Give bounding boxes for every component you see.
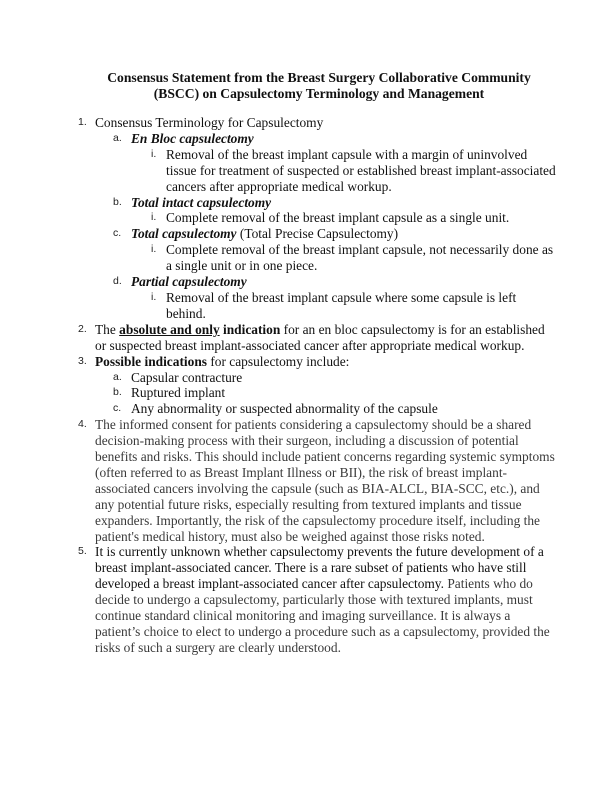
- term-alias: (Total Precise Capsulectomy): [236, 226, 399, 242]
- list-marker: b.: [113, 386, 122, 399]
- list-marker: 5.: [78, 545, 87, 558]
- item-text: The informed consent for patients considering a capsulectomy should be a shared decision-making process with their surgeon, including a discussion of potential benefits and risks. This should include patient concerns regarding systemic symptoms (often referred to as Breast Implant Illness or BII), the risk of breast implant-associated cancers involving the capsule (such as BIA-ALCL, BIA-SCC, etc.), and any potential future risks, especially resulting from textured implants and tissue expanders. Importantly, the risk of the capsulectomy procedure itself, including the patient's medical history, must also be weighed against those risks noted.: [95, 417, 555, 544]
- emphasis-bold: indication: [219, 321, 281, 337]
- document-body: [0, 115, 612, 656]
- sub-item-3b: [0, 385, 612, 401]
- definition-text: Complete removal of the breast implant capsule as a single unit.: [166, 210, 510, 226]
- list-marker: i.: [151, 243, 157, 256]
- definition-1b: [0, 210, 612, 226]
- definition-text: Removal of the breast implant capsule where some capsule is left behind.: [166, 289, 517, 321]
- list-marker: d.: [113, 275, 122, 288]
- item-text: Consensus Terminology for Capsulectomy: [95, 115, 324, 130]
- item-text-dark: It is currently unknown whether capsulectomy prevents the future development of a breast implant-associated cancer. There is a rare subset of patients who have still developed a breast implant-associated cancer after capsulectomy.: [95, 544, 544, 592]
- list-marker: i.: [151, 290, 157, 303]
- sub-item-text: Ruptured implant: [131, 385, 226, 401]
- term-total-intact: Total intact capsulectomy: [131, 194, 272, 210]
- emphasis-underlined: absolute and only: [119, 321, 220, 337]
- sub-item-3c: [0, 401, 612, 417]
- item-text-pre: The: [95, 321, 120, 337]
- term-en-bloc: En Bloc capsulectomy: [131, 130, 254, 146]
- sub-item-1c: [0, 226, 612, 242]
- list-marker: 2.: [78, 322, 87, 335]
- sub-item-1d: [0, 274, 612, 290]
- sub-item-3a: [0, 370, 612, 386]
- title-line-1: Consensus Statement from the Breast Surgery Collaborative Community: [107, 70, 531, 85]
- list-marker: c.: [113, 402, 122, 415]
- definition-text: Complete removal of the breast implant capsule, not necessarily done as a single unit or in one piece.: [166, 242, 554, 274]
- list-item-3: [0, 354, 612, 370]
- list-marker: 1.: [78, 116, 87, 128]
- item-text-grey: Patients who do decide to undergo a capsulectomy, particularly those with textured implants, must continue standard clinical monitoring and imaging surveillance. It is always a patient’s choice to elect to undergo a procedure such as a capsulectomy, provided the risks of such a surgery are clearly understood.: [95, 576, 550, 655]
- document-title: [60, 70, 578, 102]
- list-item-4: [0, 417, 612, 544]
- definition-1d: [0, 290, 612, 322]
- definition-1a: [0, 147, 612, 195]
- sub-item-text: Capsular contracture: [131, 369, 243, 385]
- item-text-post: for an en bloc capsulectomy is for an established or suspected breast implant-associated cancer after appropriate medical workup.: [95, 321, 545, 353]
- list-item-1: [0, 115, 612, 131]
- item-text-post: for capsulectomy include:: [206, 353, 350, 369]
- list-item-5: [0, 544, 612, 655]
- list-item-2: [0, 322, 612, 354]
- list-marker: a.: [113, 370, 122, 383]
- sub-item-1b: [0, 195, 612, 211]
- term-total: Total capsulectomy: [131, 226, 237, 242]
- list-marker: i.: [151, 211, 157, 224]
- list-marker: a.: [113, 131, 122, 144]
- list-marker: i.: [151, 147, 157, 160]
- list-marker: 4.: [78, 418, 87, 431]
- definition-1c: [0, 242, 612, 274]
- sub-item-text: Any abnormality or suspected abnormality of the capsule: [131, 401, 438, 417]
- list-marker: 3.: [78, 354, 87, 367]
- definition-text: Removal of the breast implant capsule with a margin of uninvolved tissue for treatment of suspected or established breast implant-associated cancers after appropriate medical workup.: [166, 146, 556, 194]
- emphasis-bold: Possible indications: [95, 353, 207, 369]
- sub-item-1a: [0, 131, 612, 147]
- list-marker: c.: [113, 227, 122, 240]
- title-line-2: (BSCC) on Capsulectomy Terminology and Management: [153, 86, 485, 101]
- list-marker: b.: [113, 195, 122, 208]
- term-partial: Partial capsulectomy: [131, 274, 247, 290]
